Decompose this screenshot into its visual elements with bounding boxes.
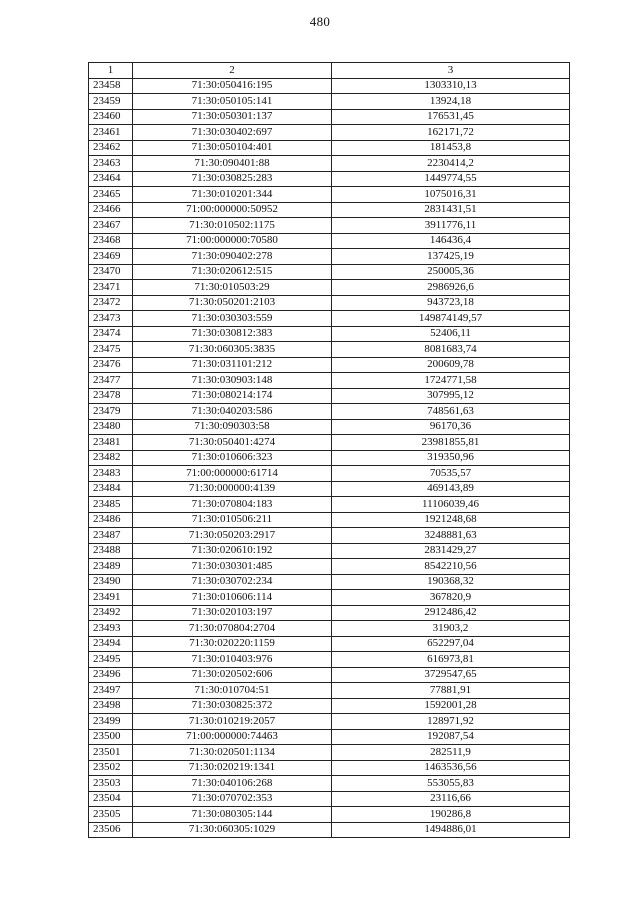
cadastral-value-cell: 23116,66: [332, 791, 570, 807]
row-number-cell: 23486: [89, 512, 133, 528]
row-number-cell: 23494: [89, 636, 133, 652]
row-number-cell: 23502: [89, 760, 133, 776]
cadastral-number-cell: 71:30:030812:383: [133, 326, 332, 342]
row-number-cell: 23489: [89, 559, 133, 575]
cadastral-number-cell: 71:30:090303:58: [133, 419, 332, 435]
row-number-cell: 23496: [89, 667, 133, 683]
cadastral-number-cell: 71:30:070702:353: [133, 791, 332, 807]
cadastral-value-cell: 137425,19: [332, 249, 570, 265]
cadastral-number-cell: 71:30:010502:1175: [133, 218, 332, 234]
row-number-cell: 23476: [89, 357, 133, 373]
row-number-cell: 23459: [89, 94, 133, 110]
cadastral-number-cell: 71:30:020220:1159: [133, 636, 332, 652]
cadastral-value-cell: 70535,57: [332, 466, 570, 482]
table-row: [89, 280, 570, 296]
table-body: [89, 78, 570, 838]
cadastral-value-cell: 943723,18: [332, 295, 570, 311]
cadastral-number-cell: 71:30:030303:559: [133, 311, 332, 327]
row-number-cell: 23482: [89, 450, 133, 466]
table-row: [89, 497, 570, 513]
table-row: [89, 187, 570, 203]
row-number-cell: 23462: [89, 140, 133, 156]
row-number-cell: 23501: [89, 745, 133, 761]
row-number-cell: 23472: [89, 295, 133, 311]
cadastral-value-cell: 31903,2: [332, 621, 570, 637]
cadastral-number-cell: 71:30:010403:976: [133, 652, 332, 668]
table-row: [89, 776, 570, 792]
table-row: [89, 249, 570, 265]
page-number: 480: [309, 14, 331, 29]
table-row: [89, 745, 570, 761]
cadastral-value-cell: 3911776,11: [332, 218, 570, 234]
table-row: [89, 311, 570, 327]
cadastral-number-cell: 71:30:010201:344: [133, 187, 332, 203]
cadastral-value-cell: 11106039,46: [332, 497, 570, 513]
cadastral-number-cell: 71:30:060305:1029: [133, 822, 332, 838]
table-row: [89, 373, 570, 389]
row-number-cell: 23481: [89, 435, 133, 451]
cadastral-number-cell: 71:30:080214:174: [133, 388, 332, 404]
cadastral-number-cell: 71:30:010506:211: [133, 512, 332, 528]
cadastral-value-cell: 8081683,74: [332, 342, 570, 358]
cadastral-number-cell: 71:30:030702:234: [133, 574, 332, 590]
table-row: [89, 528, 570, 544]
cadastral-value-cell: 3248881,63: [332, 528, 570, 544]
cadastral-number-cell: 71:30:080305:144: [133, 807, 332, 823]
table-row: [89, 435, 570, 451]
cadastral-value-cell: 553055,83: [332, 776, 570, 792]
row-number-cell: 23463: [89, 156, 133, 172]
table-row: [89, 760, 570, 776]
cadastral-number-cell: 71:30:050203:2917: [133, 528, 332, 544]
row-number-cell: 23503: [89, 776, 133, 792]
row-number-cell: 23500: [89, 729, 133, 745]
cadastral-number-cell: 71:30:020501:1134: [133, 745, 332, 761]
cadastral-value-cell: 128971,92: [332, 714, 570, 730]
row-number-cell: 23487: [89, 528, 133, 544]
cadastral-number-cell: 71:00:000000:50952: [133, 202, 332, 218]
cadastral-number-cell: 71:30:010219:2057: [133, 714, 332, 730]
row-number-cell: 23480: [89, 419, 133, 435]
table-row: [89, 574, 570, 590]
row-number-cell: 23460: [89, 109, 133, 125]
table-row: [89, 807, 570, 823]
cadastral-value-table: [88, 62, 570, 838]
row-number-cell: 23467: [89, 218, 133, 234]
table-row: [89, 388, 570, 404]
row-number-cell: 23471: [89, 280, 133, 296]
cadastral-value-cell: 1463536,56: [332, 760, 570, 776]
table-row: [89, 590, 570, 606]
table-row: [89, 512, 570, 528]
table-row: [89, 667, 570, 683]
cadastral-number-cell: 71:30:090401:88: [133, 156, 332, 172]
table-row: [89, 125, 570, 141]
row-number-cell: 23505: [89, 807, 133, 823]
cadastral-number-cell: 71:30:070804:183: [133, 497, 332, 513]
table-row: [89, 683, 570, 699]
row-number-cell: 23479: [89, 404, 133, 420]
column-header-3: 3: [332, 63, 570, 79]
row-number-cell: 23475: [89, 342, 133, 358]
table-row: [89, 450, 570, 466]
cadastral-number-cell: 71:30:030903:148: [133, 373, 332, 389]
row-number-cell: 23483: [89, 466, 133, 482]
cadastral-value-cell: 52406,11: [332, 326, 570, 342]
table-row: [89, 156, 570, 172]
table-row: [89, 404, 570, 420]
cadastral-value-cell: 469143,89: [332, 481, 570, 497]
table-row: [89, 714, 570, 730]
cadastral-number-cell: 71:30:020103:197: [133, 605, 332, 621]
cadastral-number-cell: 71:30:031101:212: [133, 357, 332, 373]
row-number-cell: 23470: [89, 264, 133, 280]
cadastral-value-cell: 748561,63: [332, 404, 570, 420]
table-header: [89, 63, 570, 79]
table-row: [89, 295, 570, 311]
cadastral-value-cell: 176531,45: [332, 109, 570, 125]
table-row: [89, 729, 570, 745]
row-number-cell: 23498: [89, 698, 133, 714]
row-number-cell: 23504: [89, 791, 133, 807]
cadastral-value-cell: 1494886,01: [332, 822, 570, 838]
cadastral-value-cell: 181453,8: [332, 140, 570, 156]
cadastral-value-cell: 192087,54: [332, 729, 570, 745]
cadastral-number-cell: 71:30:020219:1341: [133, 760, 332, 776]
row-number-cell: 23485: [89, 497, 133, 513]
row-number-cell: 23478: [89, 388, 133, 404]
row-number-cell: 23466: [89, 202, 133, 218]
table-row: [89, 357, 570, 373]
table-row: [89, 264, 570, 280]
table-row: [89, 233, 570, 249]
cadastral-value-cell: 367820,9: [332, 590, 570, 606]
cadastral-number-cell: 71:00:000000:70580: [133, 233, 332, 249]
column-header-1: 1: [89, 63, 133, 79]
cadastral-number-cell: 71:30:020502:606: [133, 667, 332, 683]
table-row: [89, 543, 570, 559]
table-row: [89, 791, 570, 807]
cadastral-value-cell: 162171,72: [332, 125, 570, 141]
row-number-cell: 23468: [89, 233, 133, 249]
row-number-cell: 23491: [89, 590, 133, 606]
cadastral-value-cell: 1592001,28: [332, 698, 570, 714]
cadastral-value-cell: 307995,12: [332, 388, 570, 404]
table-row: [89, 326, 570, 342]
cadastral-value-cell: 1449774,55: [332, 171, 570, 187]
cadastral-number-cell: 71:00:000000:61714: [133, 466, 332, 482]
table-header-row: [89, 63, 570, 79]
cadastral-number-cell: 71:30:010606:323: [133, 450, 332, 466]
cadastral-value-cell: 190368,32: [332, 574, 570, 590]
row-number-cell: 23497: [89, 683, 133, 699]
cadastral-value-cell: 1921248,68: [332, 512, 570, 528]
cadastral-number-cell: 71:30:030301:485: [133, 559, 332, 575]
cadastral-value-cell: 2986926,6: [332, 280, 570, 296]
table-row: [89, 140, 570, 156]
row-number-cell: 23458: [89, 78, 133, 94]
table-row: [89, 822, 570, 838]
cadastral-value-cell: 200609,78: [332, 357, 570, 373]
cadastral-value-cell: 2831431,51: [332, 202, 570, 218]
cadastral-value-cell: 282511,9: [332, 745, 570, 761]
table-row: [89, 342, 570, 358]
cadastral-value-cell: 149874149,57: [332, 311, 570, 327]
row-number-cell: 23469: [89, 249, 133, 265]
cadastral-number-cell: 71:30:040203:586: [133, 404, 332, 420]
cadastral-number-cell: 71:30:000000:4139: [133, 481, 332, 497]
cadastral-number-cell: 71:30:050301:137: [133, 109, 332, 125]
row-number-cell: 23474: [89, 326, 133, 342]
cadastral-value-cell: 146436,4: [332, 233, 570, 249]
table-row: [89, 621, 570, 637]
cadastral-value-cell: 2230414,2: [332, 156, 570, 172]
table-row: [89, 481, 570, 497]
row-number-cell: 23477: [89, 373, 133, 389]
row-number-cell: 23488: [89, 543, 133, 559]
row-number-cell: 23464: [89, 171, 133, 187]
cadastral-value-cell: 77881,91: [332, 683, 570, 699]
row-number-cell: 23484: [89, 481, 133, 497]
cadastral-number-cell: 71:30:030825:283: [133, 171, 332, 187]
cadastral-value-cell: 2831429,27: [332, 543, 570, 559]
cadastral-value-cell: 1724771,58: [332, 373, 570, 389]
column-header-2: 2: [133, 63, 332, 79]
table-row: [89, 698, 570, 714]
cadastral-number-cell: 71:30:010606:114: [133, 590, 332, 606]
table-row: [89, 636, 570, 652]
cadastral-number-cell: 71:30:030825:372: [133, 698, 332, 714]
cadastral-number-cell: 71:30:030402:697: [133, 125, 332, 141]
cadastral-number-cell: 71:30:060305:3835: [133, 342, 332, 358]
row-number-cell: 23493: [89, 621, 133, 637]
row-number-cell: 23495: [89, 652, 133, 668]
cadastral-value-cell: 2912486,42: [332, 605, 570, 621]
cadastral-number-cell: 71:30:050105:141: [133, 94, 332, 110]
cadastral-value-cell: 652297,04: [332, 636, 570, 652]
table-row: [89, 419, 570, 435]
table-row: [89, 218, 570, 234]
cadastral-number-cell: 71:30:010704:51: [133, 683, 332, 699]
cadastral-number-cell: 71:30:040106:268: [133, 776, 332, 792]
cadastral-number-cell: 71:30:050104:401: [133, 140, 332, 156]
row-number-cell: 23492: [89, 605, 133, 621]
cadastral-number-cell: 71:30:020612:515: [133, 264, 332, 280]
cadastral-value-cell: 319350,96: [332, 450, 570, 466]
cadastral-value-cell: 23981855,81: [332, 435, 570, 451]
cadastral-value-cell: 190286,8: [332, 807, 570, 823]
table-row: [89, 652, 570, 668]
cadastral-number-cell: 71:30:020610:192: [133, 543, 332, 559]
table-row: [89, 605, 570, 621]
table-row: [89, 466, 570, 482]
cadastral-number-cell: 71:30:050416:195: [133, 78, 332, 94]
cadastral-value-cell: 616973,81: [332, 652, 570, 668]
row-number-cell: 23465: [89, 187, 133, 203]
cadastral-value-cell: 3729547,65: [332, 667, 570, 683]
table-row: [89, 171, 570, 187]
cadastral-number-cell: 71:30:050201:2103: [133, 295, 332, 311]
row-number-cell: 23473: [89, 311, 133, 327]
cadastral-number-cell: 71:00:000000:74463: [133, 729, 332, 745]
cadastral-number-cell: 71:30:090402:278: [133, 249, 332, 265]
table-row: [89, 109, 570, 125]
row-number-cell: 23461: [89, 125, 133, 141]
cadastral-number-cell: 71:30:050401:4274: [133, 435, 332, 451]
table-row: [89, 559, 570, 575]
row-number-cell: 23506: [89, 822, 133, 838]
table-row: [89, 78, 570, 94]
row-number-cell: 23499: [89, 714, 133, 730]
cadastral-value-cell: 13924,18: [332, 94, 570, 110]
cadastral-number-cell: 71:30:070804:2704: [133, 621, 332, 637]
cadastral-value-cell: 250005,36: [332, 264, 570, 280]
table-row: [89, 202, 570, 218]
cadastral-value-cell: 1075016,31: [332, 187, 570, 203]
cadastral-value-cell: 96170,36: [332, 419, 570, 435]
cadastral-value-cell: 1303310,13: [332, 78, 570, 94]
table-row: [89, 94, 570, 110]
cadastral-number-cell: 71:30:010503:29: [133, 280, 332, 296]
cadastral-value-cell: 8542210,56: [332, 559, 570, 575]
row-number-cell: 23490: [89, 574, 133, 590]
